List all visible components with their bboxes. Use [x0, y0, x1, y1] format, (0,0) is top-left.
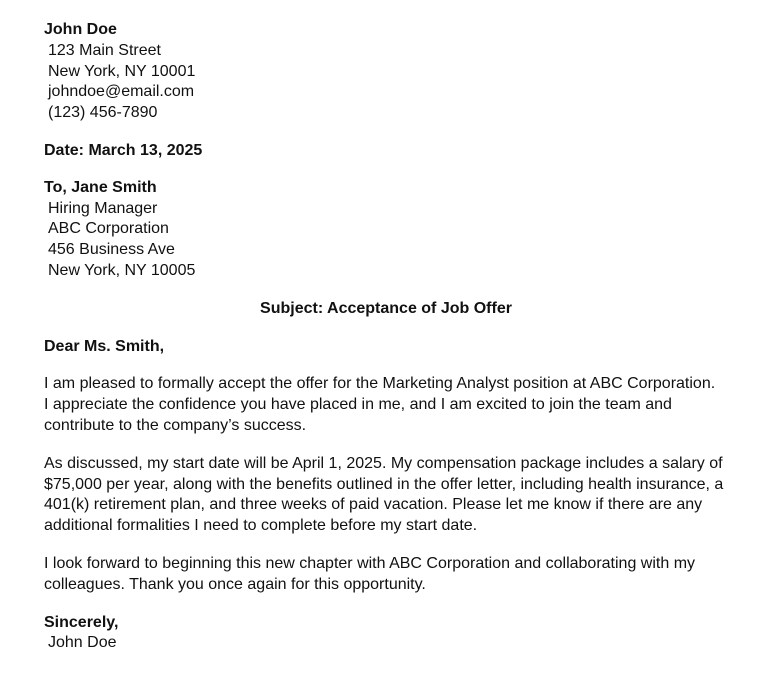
recipient-street: 456 Business Ave — [48, 241, 175, 259]
sender-name: John Doe — [44, 21, 117, 38]
sender-address-block — [44, 20, 724, 124]
body-paragraph-2 — [44, 454, 724, 537]
body-paragraph-3 — [44, 554, 724, 596]
body-paragraph-1 — [44, 374, 724, 436]
recipient-address-block — [44, 178, 724, 282]
closing-phrase: Sincerely, — [44, 613, 119, 631]
signature-name: John Doe — [48, 634, 117, 652]
sender-email: johndoe@email.com — [48, 83, 195, 101]
paragraph-line: I appreciate the confidence you have placed in me, and I am excited to join the team and — [44, 396, 672, 414]
closing-block — [44, 613, 724, 655]
letter-date: Date: March 13, 2025 — [44, 141, 203, 159]
salutation: Dear Ms. Smith, — [44, 337, 165, 355]
paragraph-line: contribute to the company’s success. — [44, 416, 307, 434]
paragraph-line: 401(k) retirement plan, and three weeks of paid vacation. Please let me know if there are any — [44, 496, 703, 514]
sender-phone: (123) 456-7890 — [48, 104, 158, 122]
paragraph-line: As discussed, my start date will be April 1, 2025. My compensation package includes a salary of — [44, 454, 723, 472]
paragraph-line: additional formalities I need to complete before my start date. — [44, 517, 478, 535]
sender-city: New York, NY 10001 — [48, 62, 196, 80]
paragraph-line: colleagues. Thank you once again for this opportunity. — [44, 575, 426, 593]
recipient-company: ABC Corporation — [48, 220, 169, 238]
recipient-city: New York, NY 10005 — [48, 261, 196, 279]
recipient-name: To, Jane Smith — [44, 178, 157, 196]
paragraph-line: I look forward to beginning this new chapter with ABC Corporation and collaborating with my — [44, 554, 696, 572]
letter-document — [44, 20, 724, 654]
paragraph-line: I am pleased to formally accept the offer for the Marketing Analyst position at ABC Corporation. — [44, 375, 716, 393]
recipient-title: Hiring Manager — [48, 199, 158, 217]
sender-street: 123 Main Street — [48, 41, 161, 59]
paragraph-line: $75,000 per year, along with the benefits outlined in the offer letter, including health insurance, a — [44, 475, 724, 493]
letter-subject: Subject: Acceptance of Job Offer — [260, 299, 512, 317]
